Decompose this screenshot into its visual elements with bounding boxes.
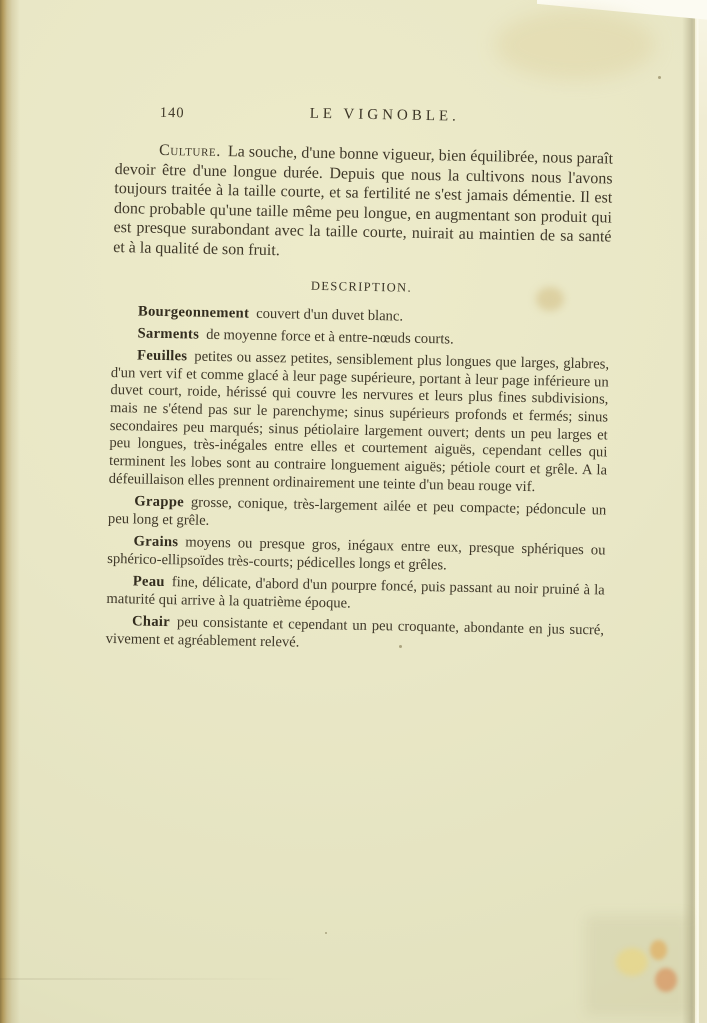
entry-term: Sarments (137, 325, 200, 343)
entry-feuilles (109, 347, 610, 498)
entry-text: moyens ou presque gros, inégaux entre eux, presque sphériques ou sphérico-ellipsoïdes très-courts; pédicelles longs et grêles. (107, 534, 606, 574)
section-heading-description: DESCRIPTION. (310, 278, 413, 295)
culture-paragraph (113, 140, 613, 267)
entry-text: peu consistante et cependant un peu croquante, abondante en jus sucré, vivement et agréablement relevé. (105, 614, 605, 651)
page-content (105, 102, 613, 662)
entry-term: Peau (132, 573, 165, 590)
entry-term: Grappe (134, 493, 185, 511)
entry-text: couvert d'un duvet blanc. (256, 305, 404, 325)
entry-text: grosse, conique, très-largement ailée et peu compacte; pédoncule un peu long et grêle. (107, 494, 607, 529)
entry-text: fine, délicate, d'abord d'un pourpre foncé, puis passant au noir pruiné à la maturité qui arrive à la quatrième époque. (106, 574, 605, 612)
entry-term: Chair (131, 613, 171, 630)
page-crease (0, 978, 300, 980)
page-gutter-shadow (0, 0, 20, 1023)
entry-term: Grains (133, 533, 179, 551)
dust-speck (658, 76, 661, 79)
page-number: 140 (159, 104, 185, 122)
entry-text: de moyenne force et à entre-nœuds courts. (205, 326, 454, 348)
adjacent-page-edge (699, 0, 707, 1023)
entry-grains (107, 533, 606, 578)
entry-grappe (108, 493, 607, 538)
entry-text: petites ou assez petites, sensiblement plus longues que larges, glabres, d'un vert vif et comme glacé à leur page supérieure, portant à leur page inférieure un duvet court, roide, hérissé qui couvre les nervures et leurs plus fines subdivisions, mais ne s'étend pas sur le parenchyme; sinus supérieurs profonds et fermés; sinus secondaires peu marqués; sinus pétiolaire largement ouvert; dents un peu larges et peu longues, très-inégales entre elles et courtement aiguës, cependant celles qui terminent les lobes sont au contraire longuement aiguës; pétiole court et grêle. A la défeuillaison elles prennent ordinairement une teinte d'un beau rouge vif. (108, 348, 610, 496)
entry-chair (106, 613, 605, 658)
culture-lead: Culture. (158, 141, 222, 161)
dust-speck (325, 932, 327, 934)
running-title: LE VIGNOBLE. (309, 105, 461, 125)
entry-term: Bourgeonnement (137, 303, 250, 322)
entry-peau (106, 573, 605, 618)
culture-text: La souche, d'une bonne vigueur, bien équilibrée, nous paraît devoir être d'une longue durée. Depuis que nous la cultivons nous l'avons toujours traitée à la taille courte, et sa fertilité ne s'est jamais démentie. Il est donc probable qu'une taille même peu longue, en augmentant son produit qui est presque surabondant avec la taille courte, nuirait au maintien de sa santé et à la qualité de son fruit. (113, 143, 614, 260)
entry-term: Feuilles (136, 347, 188, 365)
